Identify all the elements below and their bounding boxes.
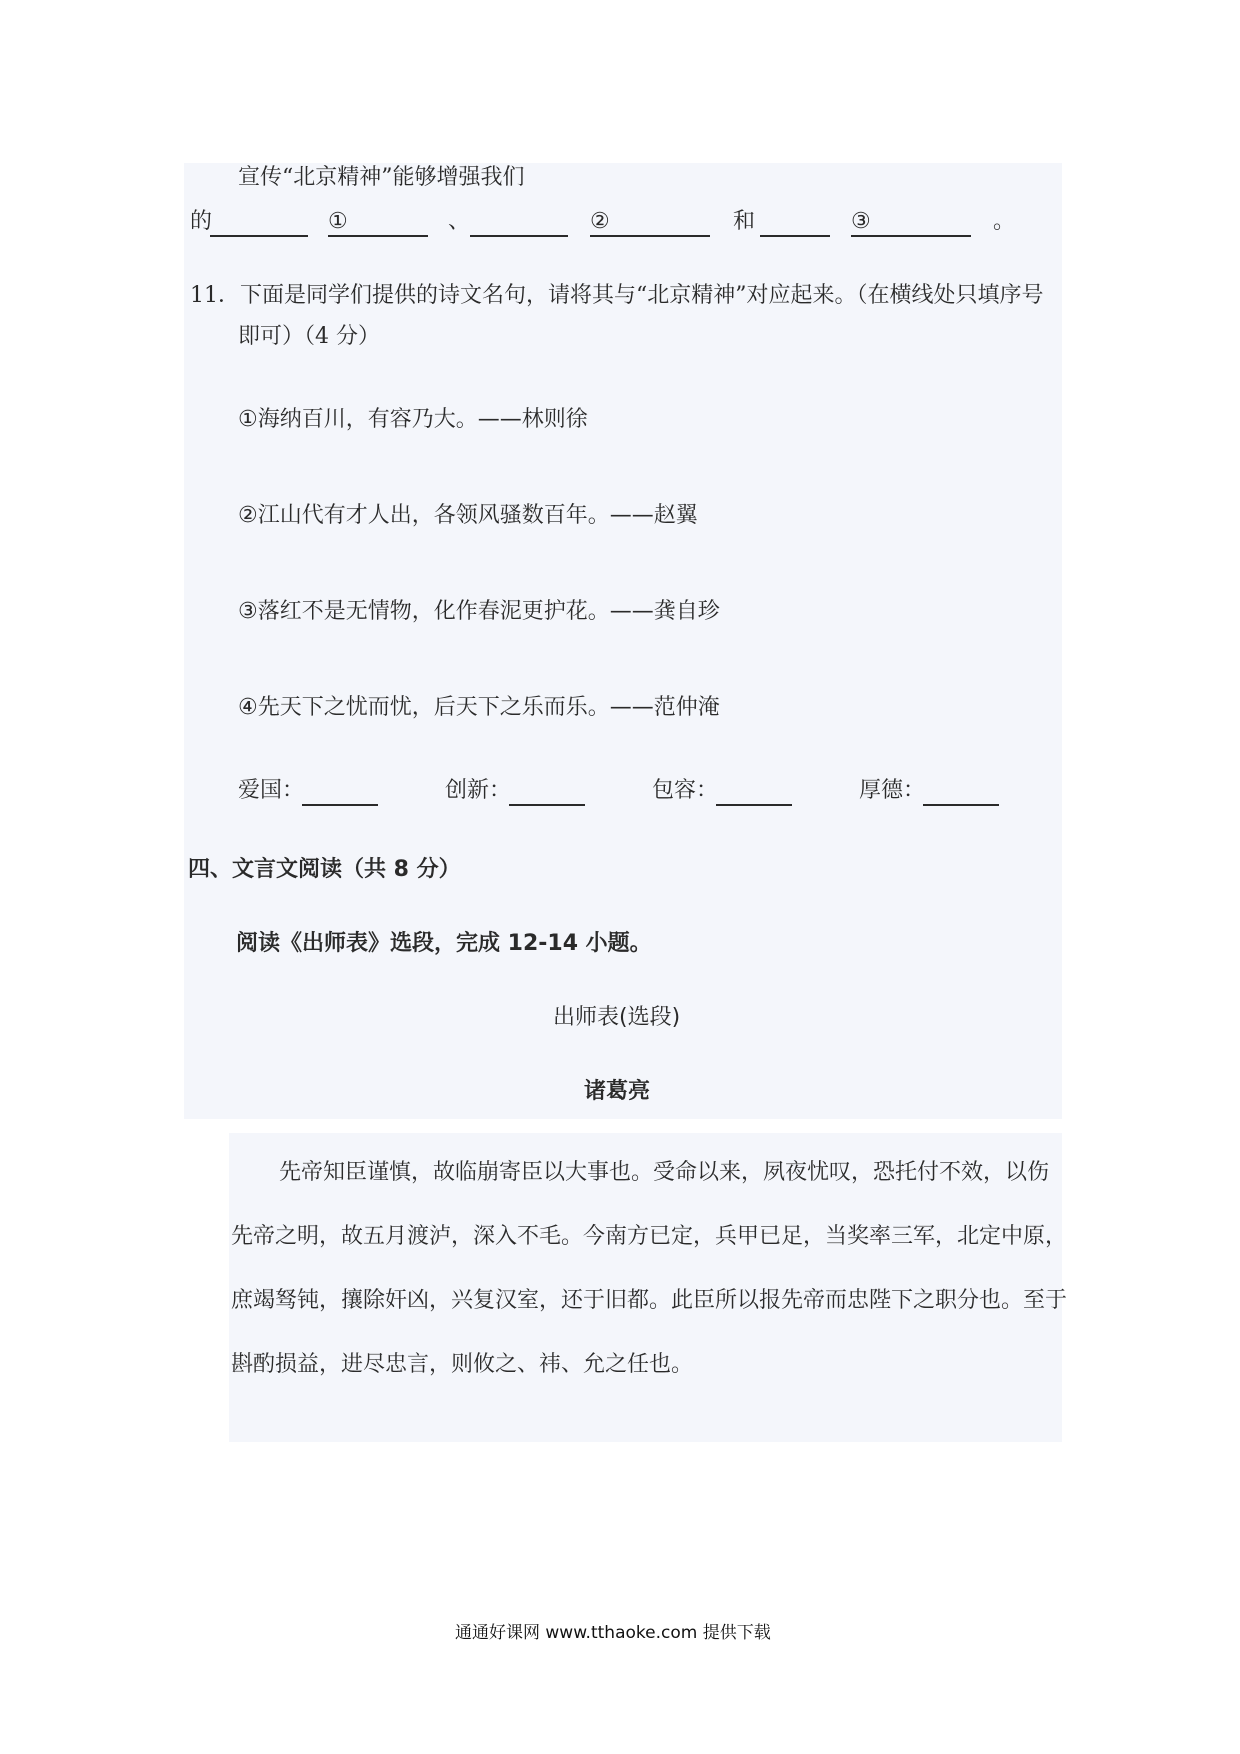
- answer-label-patriotism: 爱国：: [238, 778, 305, 803]
- quote-3: ③落红不是无情物，化作春泥更护花。——龚自珍: [238, 599, 720, 624]
- passage-title: 出师表(选段): [553, 1005, 681, 1030]
- passage-line-3: 庶竭驽钝，攘除奸凶，兴复汉室，还于旧都。此臣所以报先帝而忠陛下之职分也。至于: [231, 1288, 1068, 1313]
- answer-blank-virtue[interactable]: [923, 776, 999, 806]
- answer-blank-inclusiveness[interactable]: [716, 776, 792, 806]
- quote-1: ①海纳百川，有容乃大。——林则徐: [238, 407, 588, 432]
- answer-label-inclusiveness: 包容：: [652, 778, 719, 803]
- fill-blank-1[interactable]: ①: [328, 207, 428, 237]
- footer-text: 通通好课网 www.tthaoke.com 提供下载: [455, 1623, 771, 1643]
- passage-line-4: 斟酌损益，进尽忠言，则攸之、祎、允之任也。: [231, 1352, 694, 1377]
- fill-blank-a[interactable]: [210, 207, 308, 237]
- fill-end: 。: [993, 209, 1016, 234]
- passage-author: 诸葛亮: [584, 1079, 651, 1104]
- fill-blank-c[interactable]: [760, 207, 830, 237]
- passage-line-1: 先帝知臣谨慎，故临崩寄臣以大事也。受命以来，夙夜忧叹，恐托付不效，以伤: [279, 1160, 1050, 1185]
- q11-line2: 即可）（4 分）: [238, 324, 380, 349]
- section4-instruction: 阅读《出师表》选段，完成 12-14 小题。: [236, 931, 652, 956]
- quote-4: ④先天下之忧而忧，后天下之乐而乐。——范仲淹: [238, 695, 720, 720]
- intro-line: 宣传“北京精神”能够增强我们: [238, 165, 525, 190]
- fill-separator-1: 、: [448, 209, 471, 234]
- answer-label-virtue: 厚德：: [859, 778, 926, 803]
- quote-2: ②江山代有才人出，各领风骚数百年。——赵翼: [238, 503, 698, 528]
- answer-blank-patriotism[interactable]: [302, 776, 378, 806]
- fill-prefix: 的: [190, 209, 213, 234]
- answer-blank-innovation[interactable]: [509, 776, 585, 806]
- q11-line1: 11．下面是同学们提供的诗文名句，请将其与“北京精神”对应起来。（在横线处只填序号: [190, 283, 1044, 308]
- fill-separator-2: 和: [733, 209, 756, 234]
- fill-blank-2[interactable]: ②: [590, 207, 710, 237]
- passage-line-2: 先帝之明，故五月渡泸，深入不毛。今南方已定，兵甲已足，当奖率三军，北定中原，: [231, 1224, 1068, 1249]
- fill-blank-3[interactable]: ③: [851, 207, 971, 237]
- section4-heading: 四、文言文阅读（共 8 分）: [188, 857, 461, 882]
- answer-label-innovation: 创新：: [445, 778, 512, 803]
- fill-blank-b[interactable]: [470, 207, 568, 237]
